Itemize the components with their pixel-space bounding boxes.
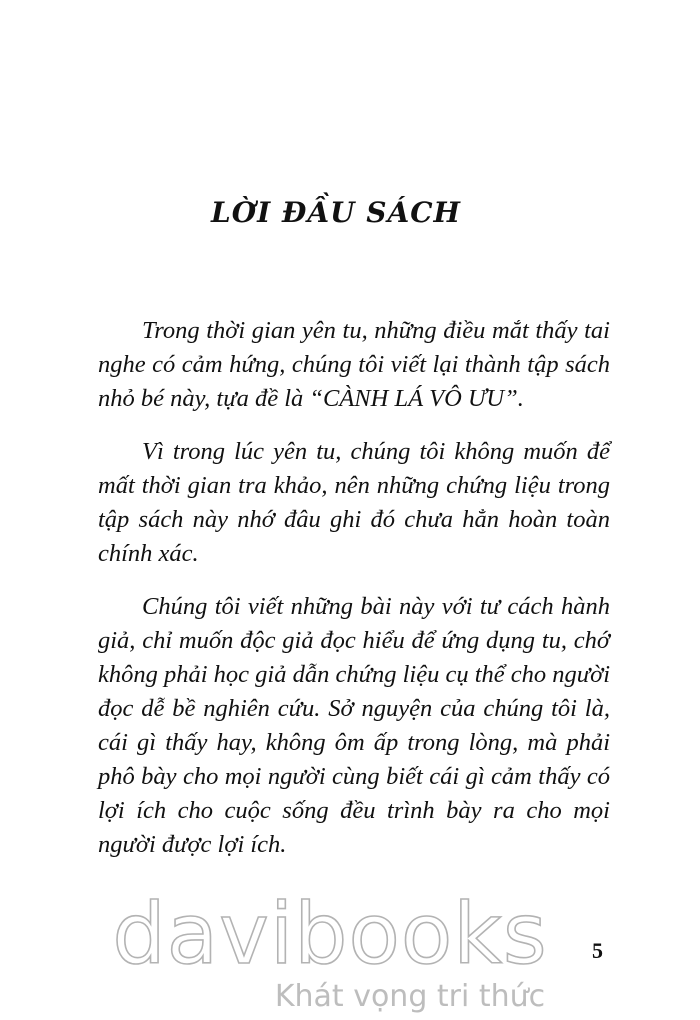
preface-body [98, 314, 610, 881]
page-title: LỜI ĐẦU SÁCH [211, 196, 461, 229]
paragraph: Chúng tôi viết những bài này với tư cách hành giả, chỉ muốn độc giả đọc hiểu để ứng dụng tu, chớ không phải học giả dẫn chứng liệu cụ thể cho người đọc dễ bề nghiên cứu. Sở nguyện của chúng tôi là, cái gì thấy hay, không ôm ấp trong lòng, mà phải phô bày cho mọi người cùng biết cái gì cảm thấy có lợi ích cho cuộc sống đều trình bày ra cho mọi người được lợi ích. [98, 593, 611, 858]
page-number: 5 [592, 938, 603, 963]
paragraph: Vì trong lúc yên tu, chúng tôi không muốn để mất thời gian tra khảo, nên những chứng liệu trong tập sách này nhớ đâu ghi đó chưa hẳn hoàn toàn chính xác. [98, 438, 610, 567]
watermark-tagline: Khát vọng tri thức [274, 979, 546, 1014]
paragraph: Trong thời gian yên tu, những điều mắt thấy tai nghe có cảm hứng, chúng tôi viết lại thành tập sách nhỏ bé này, tựa đề là “CÀNH LÁ VÔ ƯU”. [98, 317, 610, 412]
watermark-brand: davibooks [112, 885, 548, 983]
